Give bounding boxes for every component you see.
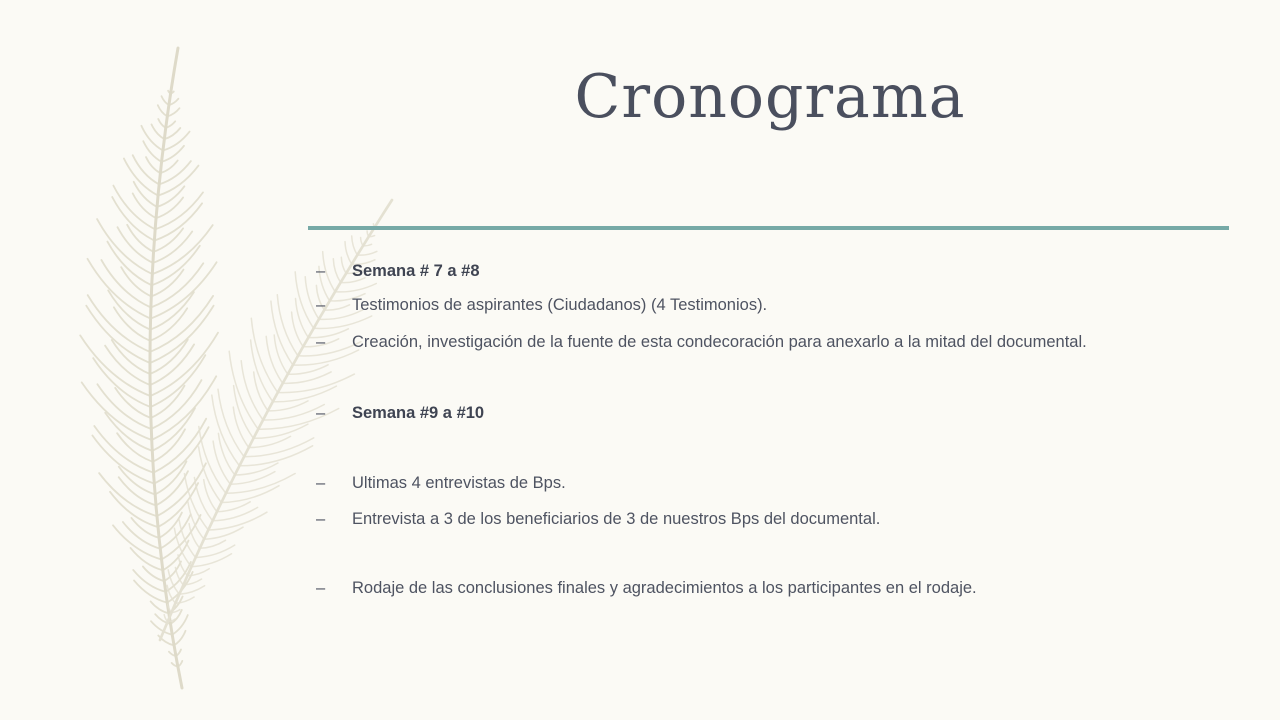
- bullet-dash: –: [316, 296, 326, 314]
- bullet-text: Semana # 7 a #8: [352, 262, 480, 280]
- bullet-text: Semana #9 a #10: [352, 404, 485, 422]
- bullet-dash: –: [316, 579, 326, 597]
- bullet-dash: –: [316, 404, 326, 422]
- slide-title: Cronograma: [574, 62, 966, 132]
- title-divider: [308, 226, 1229, 230]
- bullet-dash: –: [316, 510, 326, 528]
- bullet-text: Rodaje de las conclusiones finales y agradecimientos a los participantes en el rodaje.: [352, 579, 977, 597]
- bullet-dash: –: [316, 474, 326, 492]
- bullet-text: Creación, investigación de la fuente de esta condecoración para anexarlo a la mitad del documental.: [352, 333, 1087, 351]
- bullet-text: Entrevista a 3 de los beneficiarios de 3 de nuestros Bps del documental.: [352, 510, 881, 528]
- bullet-dash: –: [316, 262, 326, 280]
- bullet-dash: –: [316, 333, 326, 351]
- bullet-text: Ultimas 4 entrevistas de Bps.: [352, 474, 566, 492]
- bullet-text: Testimonios de aspirantes (Ciudadanos) (4 Testimonios).: [352, 296, 768, 314]
